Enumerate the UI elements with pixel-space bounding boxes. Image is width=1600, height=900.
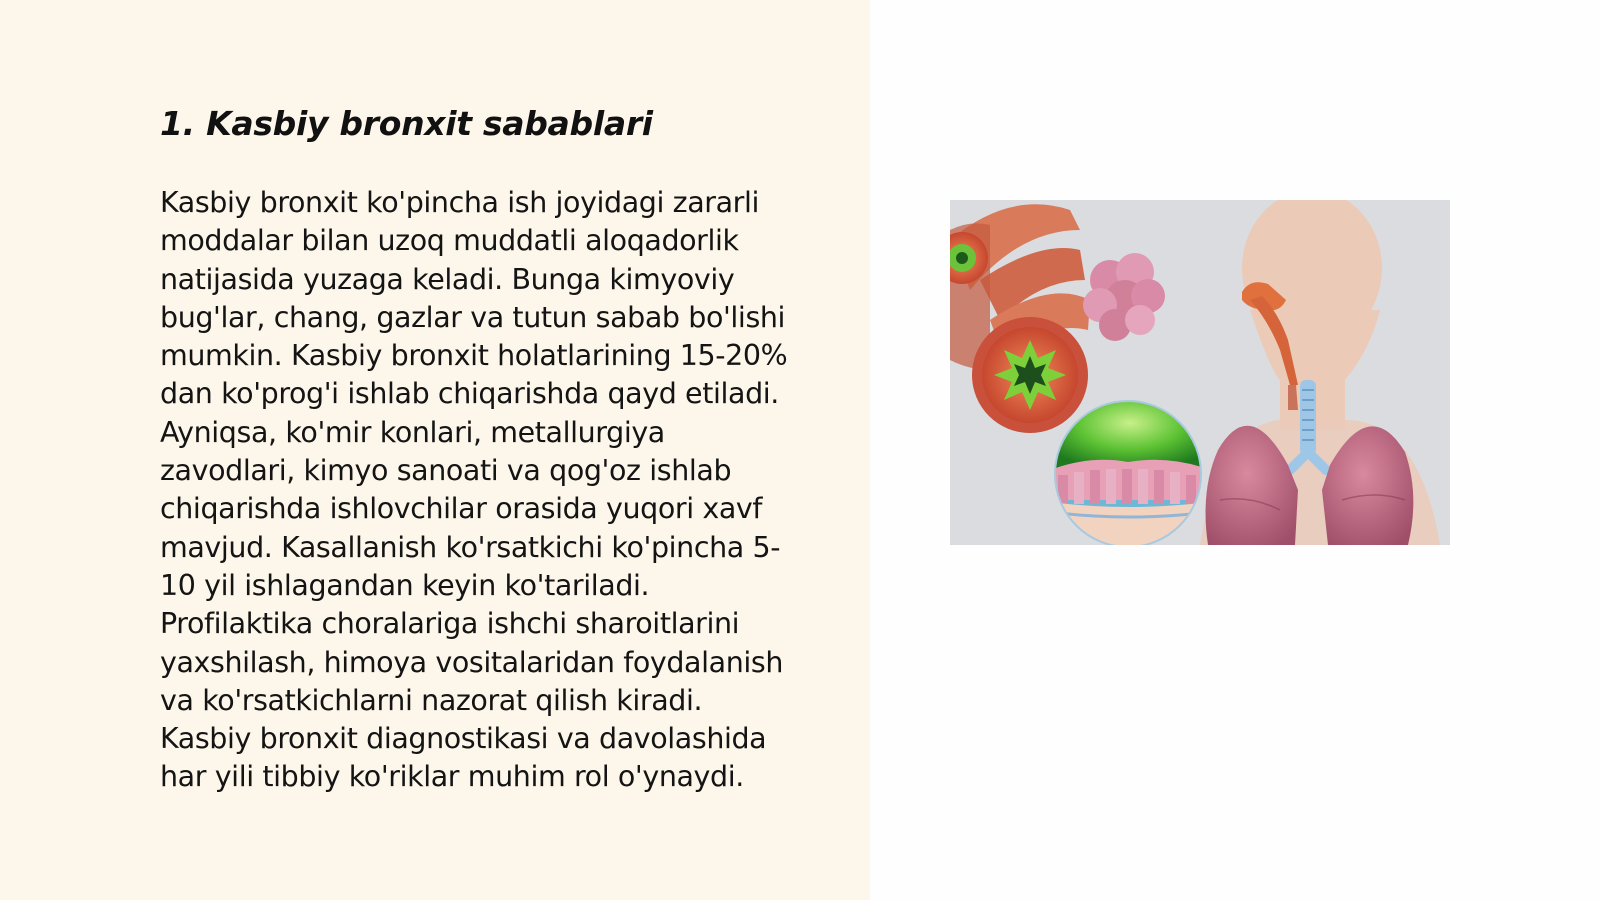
body-line: dan ko'prog'i ishlab chiqarishda qayd etiladi. [160, 377, 779, 411]
body-line: Kasbiy bronxit ko'pincha ish joyidagi zararli [160, 186, 760, 219]
slide-title: 1. Kasbiy bronxit sabablari [160, 104, 653, 143]
body-line: Ayniqsa, ko'mir konlari, metallurgiya [160, 415, 665, 449]
respiratory-system-illustration [950, 200, 1450, 545]
slide-body-text [160, 184, 850, 797]
body-line: bug'lar, chang, gazlar va tutun sabab bo'lishi [160, 300, 786, 334]
respiratory-illustration-svg [950, 200, 1450, 545]
bronchus-cross-section [972, 317, 1088, 433]
body-line: 10 yil ishlagandan keyin ko'tariladi. [160, 568, 650, 602]
body-line: moddalar bilan uzoq muddatli aloqadorlik [160, 224, 739, 258]
body-line: chiqarishda ishlovchilar orasida yuqori xavf [160, 492, 763, 526]
body-line: mumkin. Kasbiy bronxit holatlarining 15-20% [160, 339, 788, 373]
body-line: va ko'rsatkichlarni nazorat qilish kiradi. [160, 683, 703, 717]
body-line: Profilaktika choralariga ishchi sharoitlarini [160, 607, 740, 641]
body-line: har yili tibbiy ko'riklar muhim rol o'ynaydi. [160, 760, 744, 794]
body-line: yaxshilash, himoya vositalaridan foydalanish [160, 645, 783, 679]
body-line: Kasbiy bronxit diagnostikasi va davolashida [160, 722, 767, 756]
mucosa-magnified-circle [1050, 395, 1210, 545]
body-line: zavodlari, kimyo sanoati va qog'oz ishlab [160, 454, 732, 488]
alveoli-cluster [1083, 253, 1165, 341]
body-line: natijasida yuzaga keladi. Bunga kimyoviy [160, 262, 735, 296]
body-line: mavjud. Kasallanish ko'rsatkichi ko'pincha 5- [160, 530, 781, 564]
